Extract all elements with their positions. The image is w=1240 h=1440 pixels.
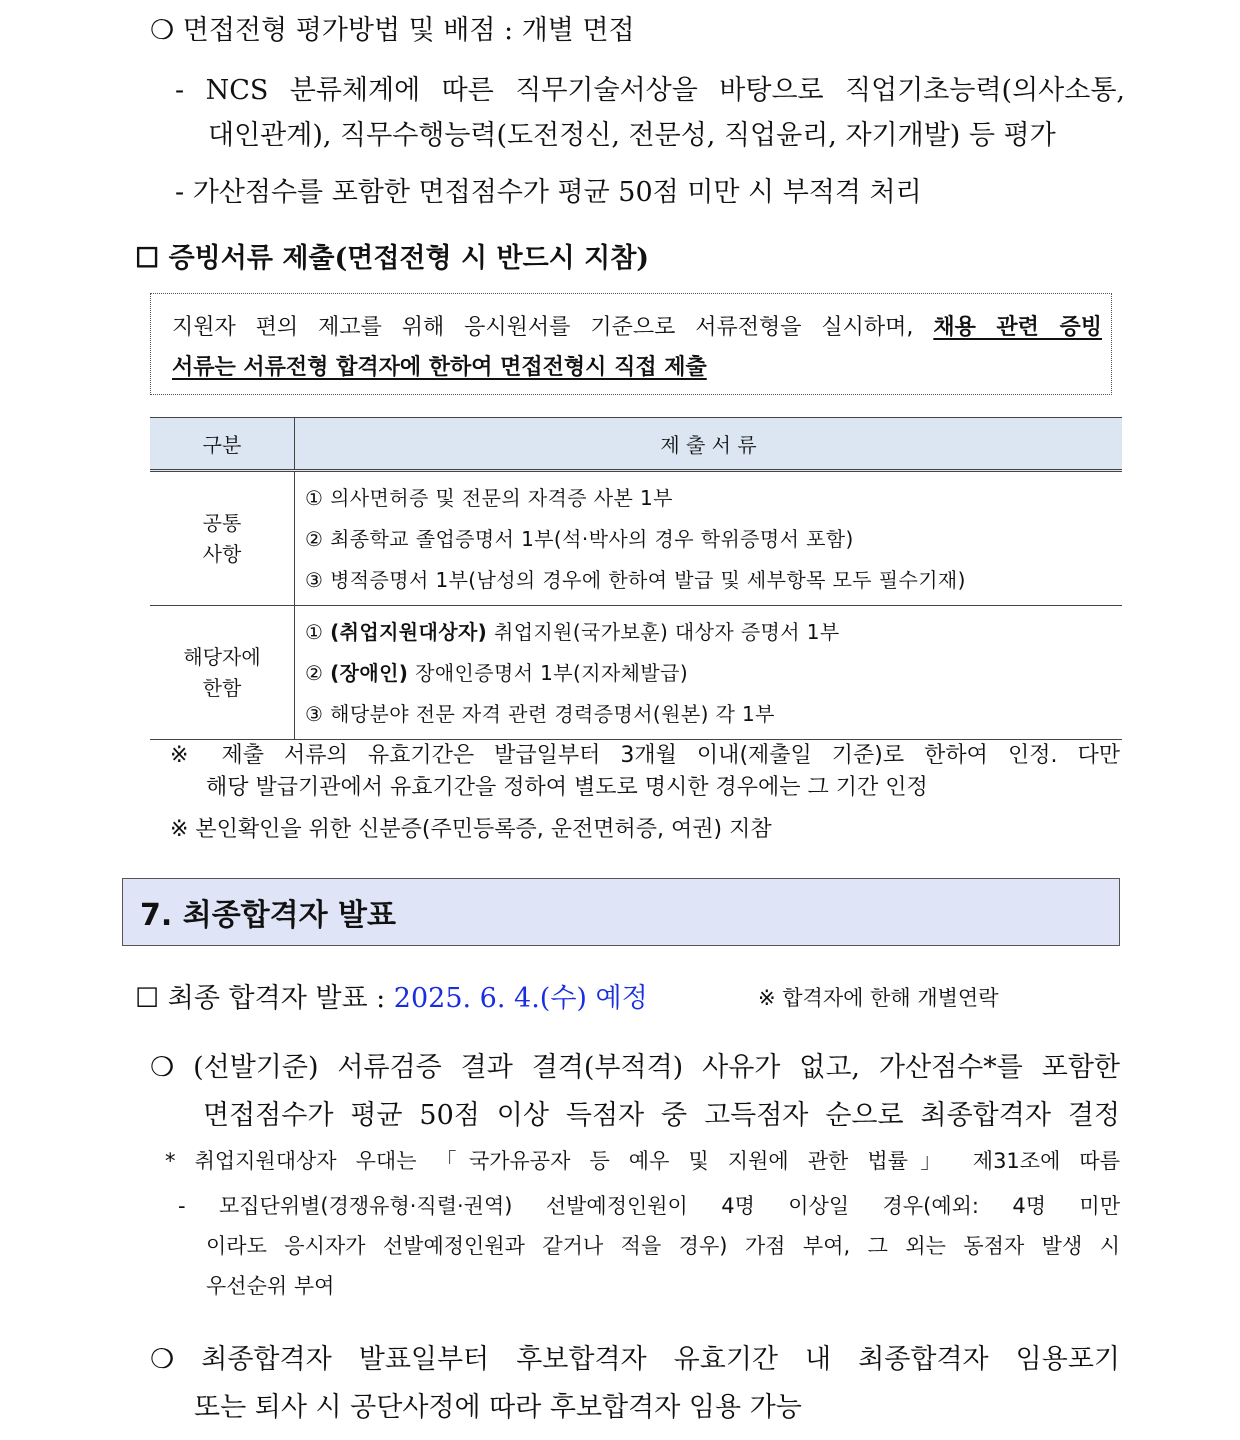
announcement-date: 2025. 6. 4.(수) 예정	[393, 983, 648, 1014]
doc-item-number: ②	[305, 661, 331, 685]
interview-item1-line1: - NCS 분류체계에 따른 직무기술서상을 바탕으로 직업기초능력(의사소통,	[175, 75, 1125, 106]
table-category-applicable	[150, 606, 295, 740]
table-docs-common	[295, 471, 1123, 606]
documents-heading: ☐ 증빙서류 제출(면접전형 시 반드시 지참)	[135, 243, 650, 274]
documents-notice-line2	[172, 350, 707, 381]
table-row	[150, 471, 1122, 606]
doc-item: ① 의사면허증 및 전문의 자격증 사본 1부	[305, 486, 673, 510]
documents-notice-line1	[172, 310, 1102, 341]
id-note: ※ 본인확인을 위한 신분증(주민등록증, 운전면허증, 여권) 지참	[170, 817, 772, 842]
table-category-common	[150, 471, 295, 606]
doc-item	[305, 694, 1122, 735]
doc-item-text: 해당분야 전문 자격 관련 경력증명서(원본) 각 1부	[330, 702, 775, 726]
doc-item: ② 최종학교 졸업증명서 1부(석·박사의 경우 학위증명서 포함)	[305, 527, 854, 551]
category-label-line1: 공통	[202, 510, 242, 535]
announcement-note: ※ 합격자에 한해 개별연락	[758, 986, 999, 1010]
table-docs-applicable	[295, 606, 1123, 740]
table-header-documents: 제 출 서 류	[295, 418, 1123, 471]
category-label-line2: 한함	[202, 675, 242, 700]
category-label-line2: 사항	[202, 541, 242, 566]
interview-heading: ❍ 면접전형 평가방법 및 배점 : 개별 면접	[150, 15, 635, 46]
doc-item-number: ③	[305, 702, 331, 726]
tiebreak-line2: 이라도 응시자가 선발예정인원과 같거나 적을 경우) 가점 부여, 그 외는 동점자 발생 시	[206, 1234, 1120, 1258]
table-header-row	[150, 418, 1122, 471]
doc-item-number: ①	[305, 620, 331, 644]
doc-item-text: 취업지원(국가보훈) 대상자 증명서 1부	[487, 620, 840, 644]
validity-note-line2: 해당 발급기관에서 유효기간을 정하여 별도로 명시한 경우에는 그 기간 인정	[206, 775, 928, 800]
documents-notice-bold1: 채용 관련 증빙	[933, 315, 1102, 340]
category-label-line1: 해당자에	[183, 644, 261, 669]
table-row	[150, 606, 1122, 740]
doc-item	[305, 612, 1122, 653]
interview-item1-line2: 대인관계), 직무수행능력(도전정신, 전문성, 직업윤리, 자기개발) 등 평가	[208, 120, 1056, 151]
tiebreak-line3: 우선순위 부여	[206, 1274, 335, 1298]
documents-notice-bold2: 서류는 서류전형 합격자에 한하여 면접전형시 직접 제출	[172, 355, 707, 380]
interview-item2: - 가산점수를 포함한 면접점수가 평균 50점 미만 시 부적격 처리	[175, 177, 922, 208]
criteria-line1: ❍ (선발기준) 서류검증 결과 결격(부적격) 사유가 없고, 가산점수*를 포함한	[150, 1052, 1120, 1083]
doc-item	[305, 653, 1122, 694]
documents-table	[150, 417, 1122, 740]
documents-notice-plain: 지원자 편의 제고를 위해 응시원서를 기준으로 서류전형을 실시하며,	[172, 315, 934, 340]
doc-item-text: 장애인증명서 1부(지자체발급)	[408, 661, 689, 685]
doc-item-bold: (취업지원대상자)	[330, 620, 488, 644]
backup-line2: 또는 퇴사 시 공단사정에 따라 후보합격자 임용 가능	[194, 1392, 802, 1423]
announcement-label: ☐ 최종 합격자 발표 :	[135, 983, 394, 1014]
criteria-line2: 면접점수가 평균 50점 이상 득점자 중 고득점자 순으로 최종합격자 결정	[203, 1100, 1120, 1131]
doc-item-bold: (장애인)	[330, 661, 409, 685]
announcement-line	[135, 976, 648, 1015]
table-header-category: 구분	[150, 418, 295, 471]
section7-title: 7. 최종합격자 발표	[140, 898, 397, 933]
criteria-footnote: * 취업지원대상자 우대는 「국가유공자 등 예우 및 지원에 관한 법률」 제31조에 따름	[165, 1149, 1120, 1173]
backup-line1: ❍ 최종합격자 발표일부터 후보합격자 유효기간 내 최종합격자 임용포기	[150, 1344, 1120, 1375]
doc-item: ③ 병적증명서 1부(남성의 경우에 한하여 발급 및 세부항목 모두 필수기재)	[305, 568, 966, 592]
tiebreak-line1: - 모집단위별(경쟁유형·직렬·권역) 선발예정인원이 4명 이상일 경우(예외: 4명 미만	[178, 1194, 1120, 1218]
validity-note-line1: ※ 제출 서류의 유효기간은 발급일부터 3개월 이내(제출일 기준)로 한하여 인정. 다만	[170, 743, 1120, 768]
